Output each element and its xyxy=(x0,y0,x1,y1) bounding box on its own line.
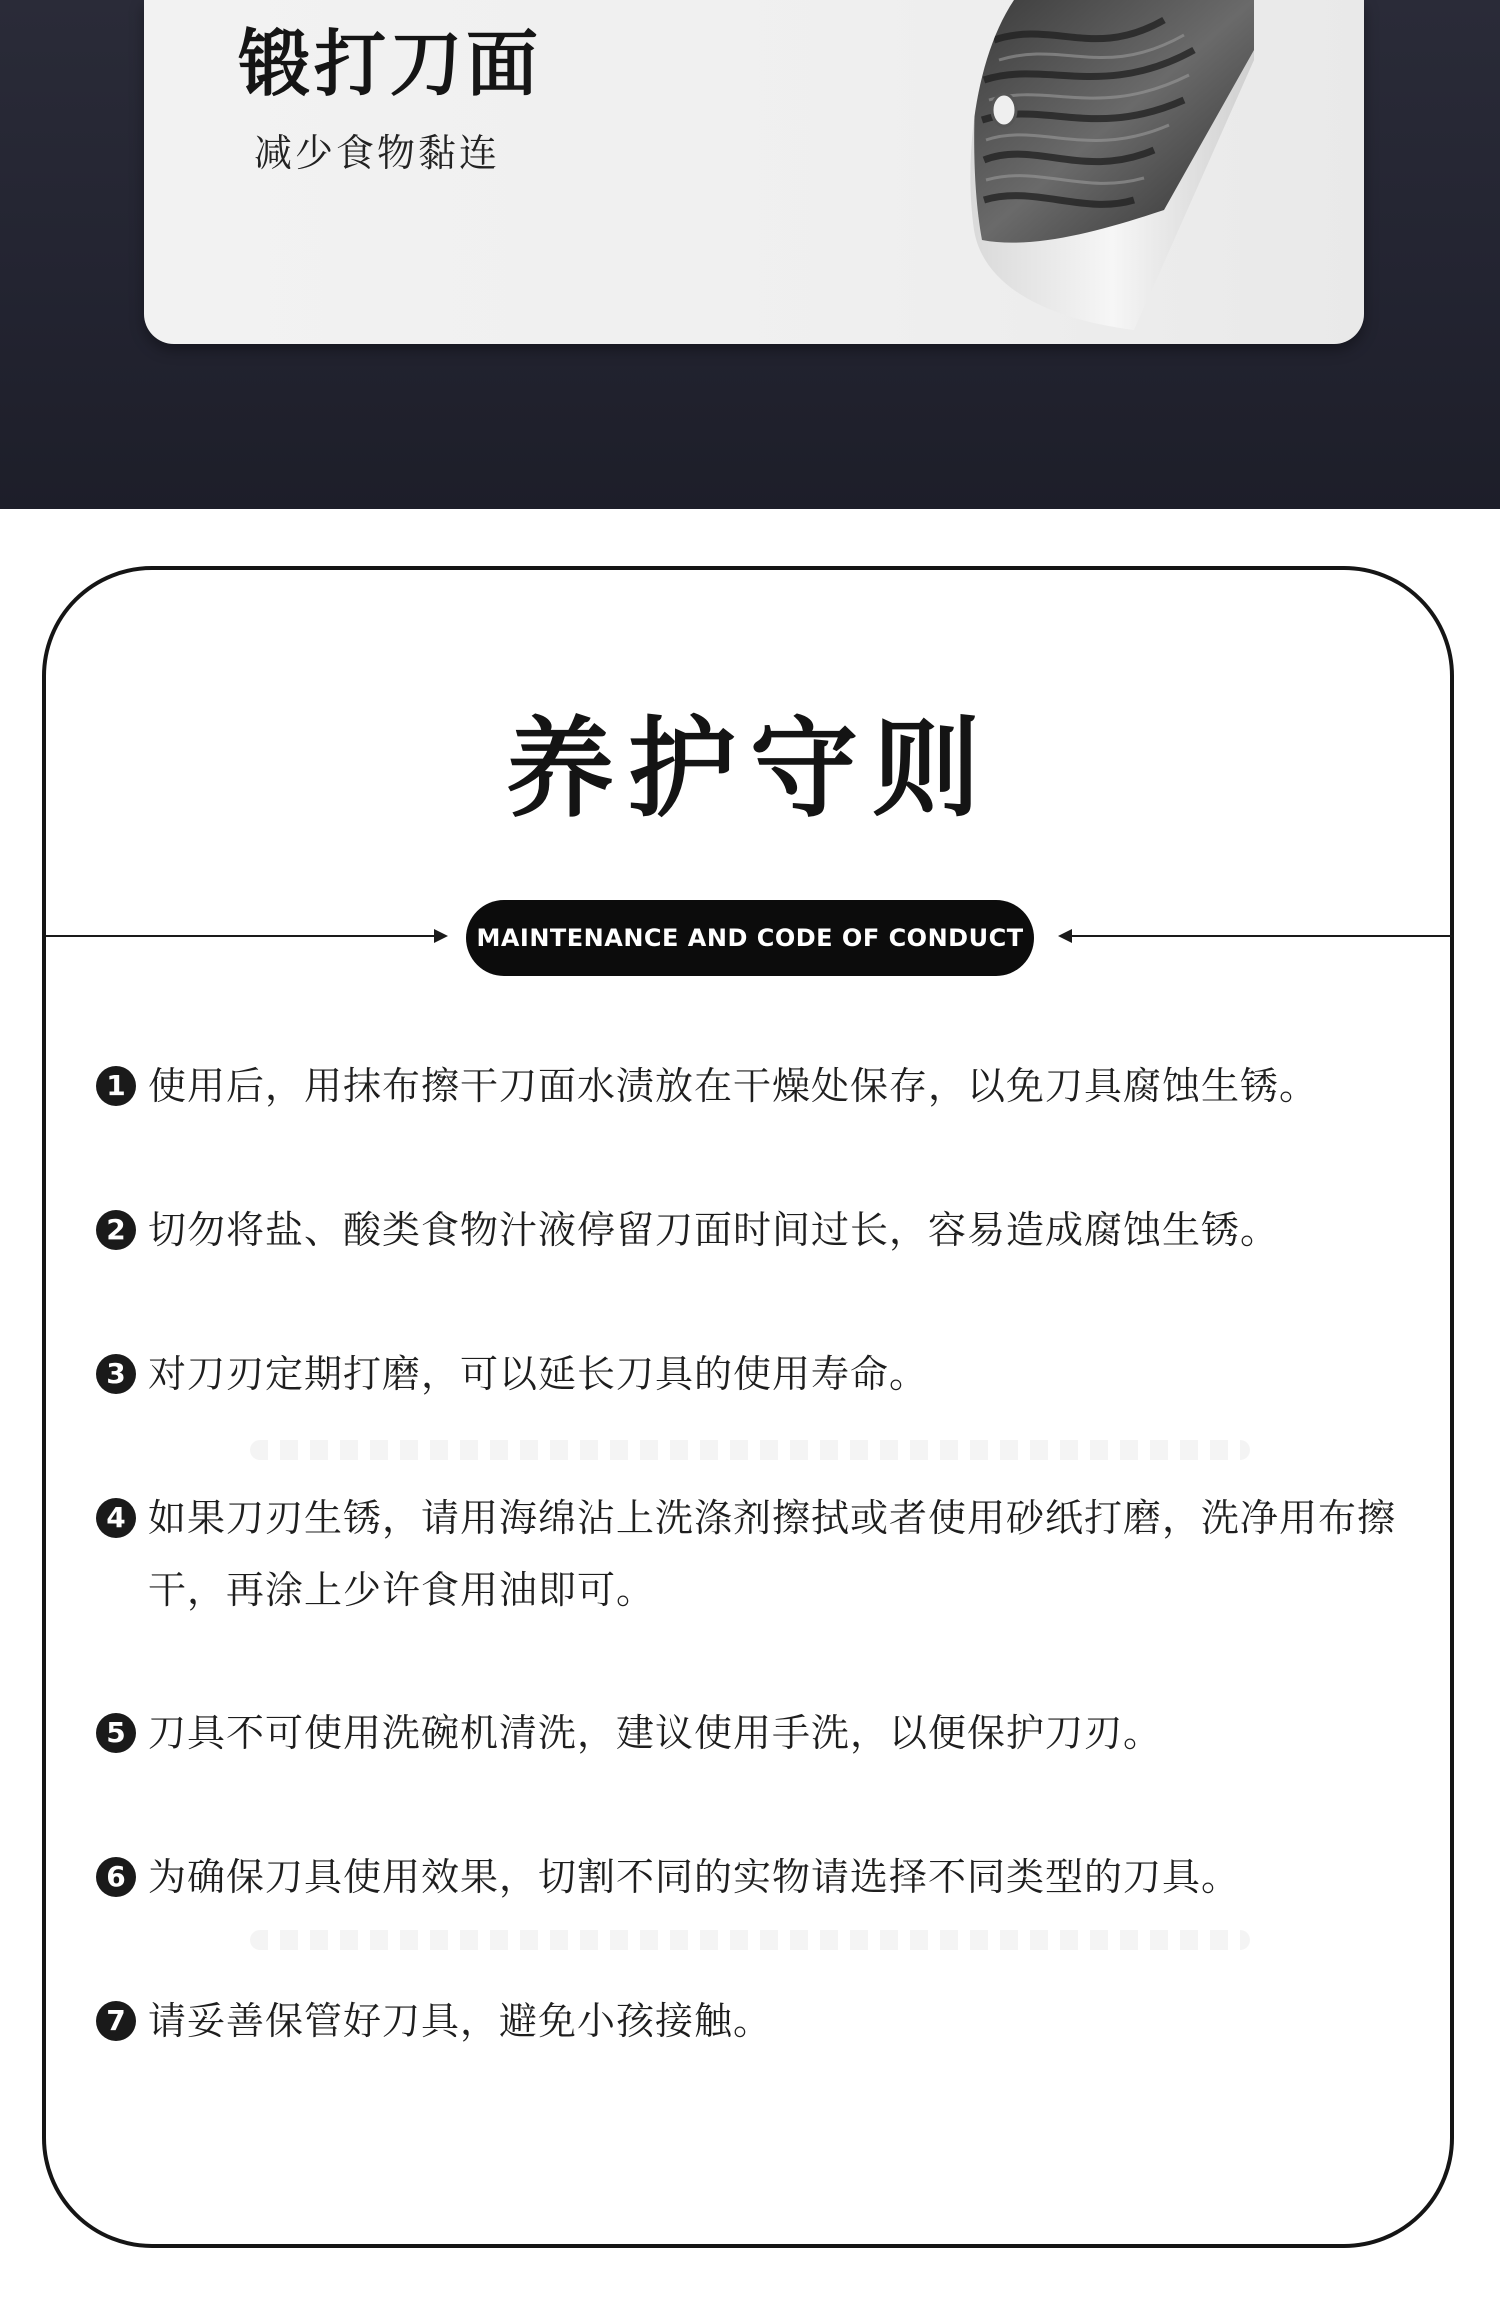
rule-number-badge: 7 xyxy=(96,2001,136,2041)
rules-subtitle-pill: MAINTENANCE AND CODE OF CONDUCT xyxy=(466,900,1034,976)
top-banner xyxy=(0,0,1500,509)
rule-text: 对刀刃定期打磨，可以延长刀具的使用寿命。 xyxy=(148,1352,929,1396)
rule-text: 刀具不可使用洗碗机清洗，建议使用手洗，以便保护刀刃。 xyxy=(148,1711,1163,1755)
rule-item xyxy=(96,1194,1436,1266)
rule-item xyxy=(96,1482,1416,1626)
arrow-right-icon xyxy=(434,929,448,943)
rule-item xyxy=(96,1050,1436,1122)
rule-item xyxy=(96,1338,1436,1410)
rules-title: 养护守则 xyxy=(505,706,994,832)
knife-blade-image xyxy=(834,0,1254,344)
rule-text: 请妥善保管好刀具，避免小孩接触。 xyxy=(148,1999,773,2043)
rule-number-badge: 4 xyxy=(96,1498,136,1538)
faint-watermark xyxy=(250,1930,1250,1950)
rule-item xyxy=(96,1841,1436,1913)
rule-number-badge: 5 xyxy=(96,1713,136,1753)
rule-number-badge: 3 xyxy=(96,1354,136,1394)
feature-card xyxy=(144,0,1364,344)
rule-item xyxy=(96,1985,1436,2057)
rule-text: 如果刀刃生锈，请用海绵沾上洗涤剂擦拭或者使用砂纸打磨，洗净用布擦干，再涂上少许食用油即可。 xyxy=(148,1496,1397,1612)
faint-watermark xyxy=(250,1440,1250,1460)
rule-item xyxy=(96,1697,1436,1769)
feature-title: 锻打刀面 xyxy=(238,21,543,106)
rule-number-badge: 6 xyxy=(96,1857,136,1897)
divider-line-right xyxy=(1068,935,1452,937)
rule-text: 为确保刀具使用效果，切割不同的实物请选择不同类型的刀具。 xyxy=(148,1855,1241,1899)
divider-line-left xyxy=(46,935,436,937)
feature-subtitle: 减少食物黏连 xyxy=(254,131,501,175)
rule-number-badge: 1 xyxy=(96,1066,136,1106)
blade-hole xyxy=(992,94,1016,126)
rule-text: 切勿将盐、酸类食物汁液停留刀面时间过长，容易造成腐蚀生锈。 xyxy=(148,1208,1280,1252)
rule-text: 使用后，用抹布擦干刀面水渍放在干燥处保存，以免刀具腐蚀生锈。 xyxy=(148,1064,1319,1108)
rule-number-badge: 2 xyxy=(96,1210,136,1250)
